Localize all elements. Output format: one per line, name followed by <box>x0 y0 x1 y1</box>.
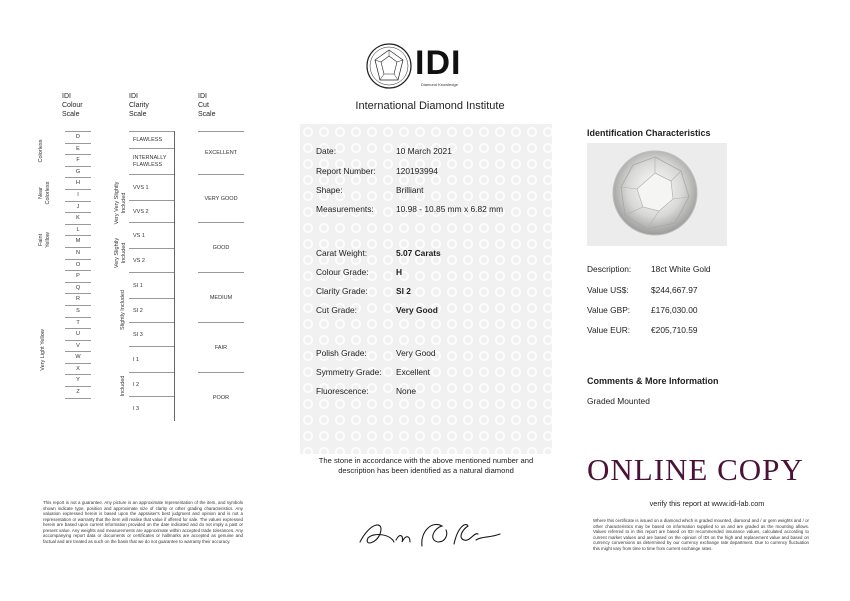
logo-text: IDI <box>415 44 462 82</box>
clarity-grade: SI 1 <box>129 273 174 299</box>
clarity-grade: VVS 2 <box>129 201 174 223</box>
clarity-group-vvs: Very Very Slightly Included <box>114 181 127 225</box>
report-symmetry-row: Symmetry Grade: Excellent <box>316 367 430 377</box>
clarity-grade: VVS 1 <box>129 175 174 201</box>
diamond-photo <box>587 143 727 246</box>
clarity-grade: VS 2 <box>129 249 174 273</box>
colour-letter: I <box>65 190 91 202</box>
colour-letter: V <box>65 341 91 353</box>
clarity-grade: I 1 <box>129 347 174 373</box>
value-usd-row: Value US$: $244,667.97 <box>587 285 698 295</box>
clarity-grade: SI 2 <box>129 299 174 323</box>
idi-logo <box>365 42 485 92</box>
diamond-icon <box>587 143 727 246</box>
colour-letter: U <box>65 329 91 341</box>
colour-letter: M <box>65 236 91 248</box>
report-polish: Very Good <box>396 348 436 358</box>
signature <box>350 512 510 552</box>
clarity-grade: INTERNALLY FLAWLESS <box>129 149 174 175</box>
colour-group-near-colorless: Near Colorless <box>38 181 51 205</box>
colour-letter: L <box>65 225 91 237</box>
colour-letter: N <box>65 248 91 260</box>
report-measurements-row: Measurements: 10.98 - 10.85 mm x 6.82 mm <box>316 204 504 214</box>
report-colour-row: Colour Grade: H <box>316 267 403 277</box>
report-polish-row: Polish Grade: Very Good <box>316 348 436 358</box>
colour-letter: H <box>65 178 91 190</box>
clarity-grade: I 2 <box>129 373 174 397</box>
logo-subtitle: Diamond Knowledge <box>421 82 458 87</box>
report-clarity-row: Clarity Grade: SI 2 <box>316 286 411 296</box>
clarity-group-si: Slightly Included <box>120 289 126 331</box>
report-shape-row: Shape: Brilliant <box>316 185 424 195</box>
natural-diamond-statement: The stone in accordance with the above mentioned number and description has been identified as a natural diamond <box>318 456 534 475</box>
report-number: 120193994 <box>396 166 438 176</box>
comments-value: Graded Mounted <box>587 396 650 406</box>
cut-grade: POOR <box>212 395 230 401</box>
colour-scale-heading: IDI Colour Scale <box>62 93 83 118</box>
cut-grade-scale <box>198 131 244 423</box>
value-gbp: £176,030.00 <box>651 305 698 315</box>
report-shape: Brilliant <box>396 185 424 195</box>
colour-letter: Z <box>65 387 91 399</box>
colour-letter: G <box>65 167 91 179</box>
colour-letter: W <box>65 352 91 364</box>
value-eur: €205,710.59 <box>651 325 698 335</box>
clarity-grade: FLAWLESS <box>129 131 174 149</box>
clarity-group-included: Included <box>120 375 126 397</box>
cut-grade: GOOD <box>198 223 244 273</box>
report-carat: 5.07 Carats <box>396 248 441 258</box>
colour-letter: P <box>65 271 91 283</box>
clarity-grade-scale <box>129 131 175 421</box>
colour-group-colorless: Colorless <box>38 139 44 163</box>
colour-letter: Y <box>65 375 91 387</box>
value-gbp-row: Value GBP: £176,030.00 <box>587 305 698 315</box>
description-row: Description: 18ct White Gold <box>587 264 711 274</box>
report-fluorescence: None <box>396 386 417 396</box>
value-eur-row: Value EUR: €205,710.59 <box>587 325 698 335</box>
cut-grade: EXCELLENT <box>198 131 244 175</box>
cut-scale-heading: IDI Cut Scale <box>198 93 216 118</box>
report-symmetry: Excellent <box>396 367 430 377</box>
verify-link[interactable]: verify this report at www.idi-lab.com <box>649 499 765 508</box>
colour-letter: D <box>65 131 91 144</box>
cut-grade: VERY GOOD <box>198 175 244 223</box>
clarity-scale-heading: IDI Clarity Scale <box>129 93 149 118</box>
report-number-row: Report Number: 120193994 <box>316 166 438 176</box>
colour-letter: T <box>65 318 91 330</box>
cut-grade: FAIR <box>198 323 244 373</box>
report-clarity: SI 2 <box>396 286 411 296</box>
report-date-row: Date: 10 March 2021 <box>316 146 452 156</box>
colour-letter-scale <box>65 131 91 399</box>
colour-group-very-light-yellow: Very Light Yellow <box>40 329 46 371</box>
report-carat-row: Carat Weight: 5.07 Carats <box>316 248 441 258</box>
report-colour: H <box>396 267 403 277</box>
identification-title: Identification Characteristics <box>587 128 711 138</box>
colour-letter: J <box>65 202 91 214</box>
disclaimer-right: Where this certificate is issued on a diamond which is graded mounted, diamond and / or gem weights and / or other characteristics may be based on information supplied to us and are graded as the mounting allows. Values referred to in this report are based on IDI recommended insurance values, calculated according to current market values and are based on the opinion of IDI on the high and replacement value and based on currency conversions as determined by our currency exchange rate department. Due to currency fluctuation this might vary from time to time from current exchange rates. <box>593 518 809 551</box>
colour-letter: O <box>65 260 91 272</box>
online-copy-stamp: ONLINE COPY <box>587 452 804 487</box>
colour-letter: Q <box>65 283 91 295</box>
clarity-group-vs: Very Slightly Included <box>114 237 127 269</box>
clarity-grade: I 3 <box>133 406 140 412</box>
cut-grade: MEDIUM <box>198 273 244 323</box>
disclaimer-left: This report is not a guarantee. Any picture is an approximate representation of the item, and symbols shown indicate type, position and approximate size of clarity or other grading characteristics. Any valuation expressed herein is based upon the appraiser's best judgment and opinion and is not a representation or warranty that the item will realise that value if offered for sale. The values expressed herein are based upon current information provided on the date indicated and do not imply a past or present value. Any weights and measurements are approximate within accepted trade tolerances. Any accompanying report data or documents or certificates or hallmarks are accepted as genuine and factual and are treated as such on the basis that we do not guarantee to warranty their accuracy. <box>43 500 243 544</box>
report-fluorescence-row: Fluorescence: None <box>316 386 417 396</box>
colour-group-faint-yellow: Faint Yellow <box>38 232 51 248</box>
colour-letter: S <box>65 306 91 318</box>
report-panel <box>300 124 552 454</box>
institute-name: International Diamond Institute <box>355 100 505 112</box>
report-cut-row: Cut Grade: Very Good <box>316 305 438 315</box>
comments-title: Comments & More Information <box>587 376 719 386</box>
report-cut: Very Good <box>396 305 438 315</box>
colour-letter: E <box>65 144 91 156</box>
report-measurements: 10.98 - 10.85 mm x 6.82 mm <box>396 204 504 214</box>
clarity-grade: SI 3 <box>129 323 174 347</box>
colour-letter: R <box>65 294 91 306</box>
diamond-seal-icon <box>365 42 413 90</box>
value-usd: $244,667.97 <box>651 285 698 295</box>
colour-letter: K <box>65 213 91 225</box>
description-value: 18ct White Gold <box>651 264 711 274</box>
clarity-grade: VS 1 <box>129 223 174 249</box>
colour-letter: F <box>65 155 91 167</box>
report-date: 10 March 2021 <box>396 146 452 156</box>
colour-letter: X <box>65 364 91 376</box>
